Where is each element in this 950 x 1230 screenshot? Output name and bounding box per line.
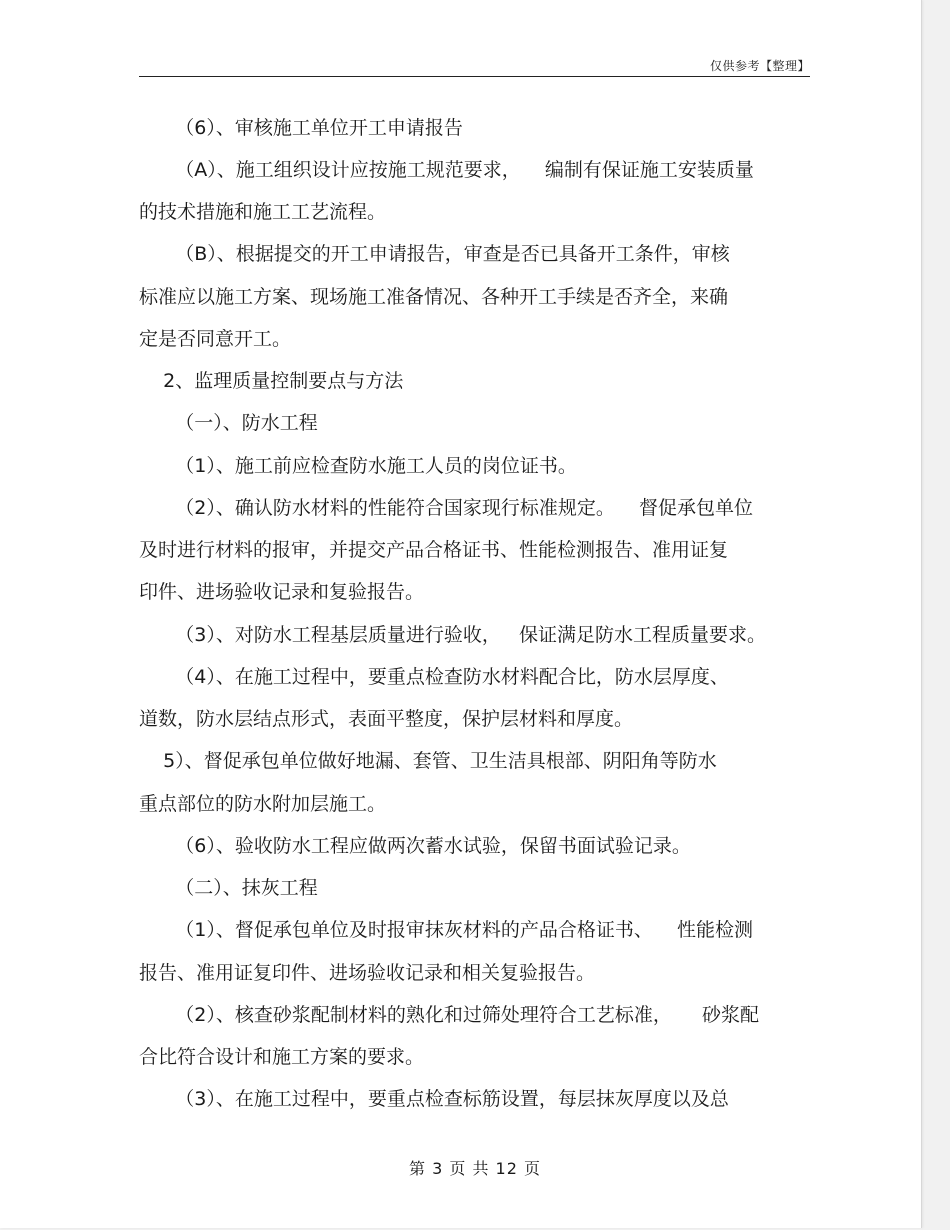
- text-line: 定是否同意开工。: [139, 328, 292, 350]
- text-line: （2）、核查砂浆配制材料的熟化和过筛处理符合工艺标准， 砂浆配: [139, 1004, 760, 1026]
- header-rule: [139, 76, 810, 77]
- text-line: （A）、施工组织设计应按施工规范要求， 编制有保证施工安装质量: [139, 159, 754, 181]
- text-line: 2、监理质量控制要点与方法: [139, 370, 404, 392]
- text-line: 合比符合设计和施工方案的要求。: [139, 1046, 425, 1068]
- text-line: 报告、准用证复印件、进场验收记录和相关复验报告。: [139, 962, 596, 984]
- text-line: （1）、督促承包单位及时报审抹灰材料的产品合格证书、 性能检测: [139, 919, 753, 941]
- text-line: （6）、验收防水工程应做两次蓄水试验，保留书面试验记录。: [139, 835, 691, 857]
- text-line: 5）、督促承包单位做好地漏、套管、卫生洁具根部、阴阳角等防水: [139, 750, 717, 772]
- text-line: （6）、审核施工单位开工申请报告: [139, 117, 463, 139]
- text-line: （3）、在施工过程中，要重点检查标筋设置，每层抹灰厚度以及总: [139, 1088, 729, 1110]
- text-line: （二）、抹灰工程: [139, 877, 318, 899]
- page-footer: 第 3 页 共 12 页: [409, 1159, 541, 1178]
- text-line: （B）、根据提交的开工申请报告，审查是否已具备开工条件，审核: [139, 243, 730, 265]
- text-line: 印件、进场验收记录和复验报告。: [139, 581, 425, 603]
- text-line: 道数，防水层结点形式，表面平整度，保护层材料和厚度。: [139, 708, 634, 730]
- text-line: 及时进行材料的报审，并提交产品合格证书、性能检测报告、准用证复: [139, 539, 729, 561]
- text-line: 的技术措施和施工工艺流程。: [139, 201, 387, 223]
- text-line: （1）、施工前应检查防水施工人员的岗位证书。: [139, 455, 577, 477]
- text-line: 标准应以施工方案、现场施工准备情况、各种开工手续是否齐全，来确: [139, 286, 729, 308]
- page-header: 仅供参考【整理】: [709, 59, 810, 73]
- text-line: （3）、对防水工程基层质量进行验收， 保证满足防水工程质量要求。: [139, 624, 766, 646]
- text-line: （一）、防水工程: [139, 412, 318, 434]
- text-line: （2）、确认防水材料的性能符合国家现行标准规定。 督促承包单位: [139, 497, 753, 519]
- text-line: 重点部位的防水附加层施工。: [139, 793, 387, 815]
- text-line: （4）、在施工过程中，要重点检查防水材料配合比，防水层厚度、: [139, 666, 729, 688]
